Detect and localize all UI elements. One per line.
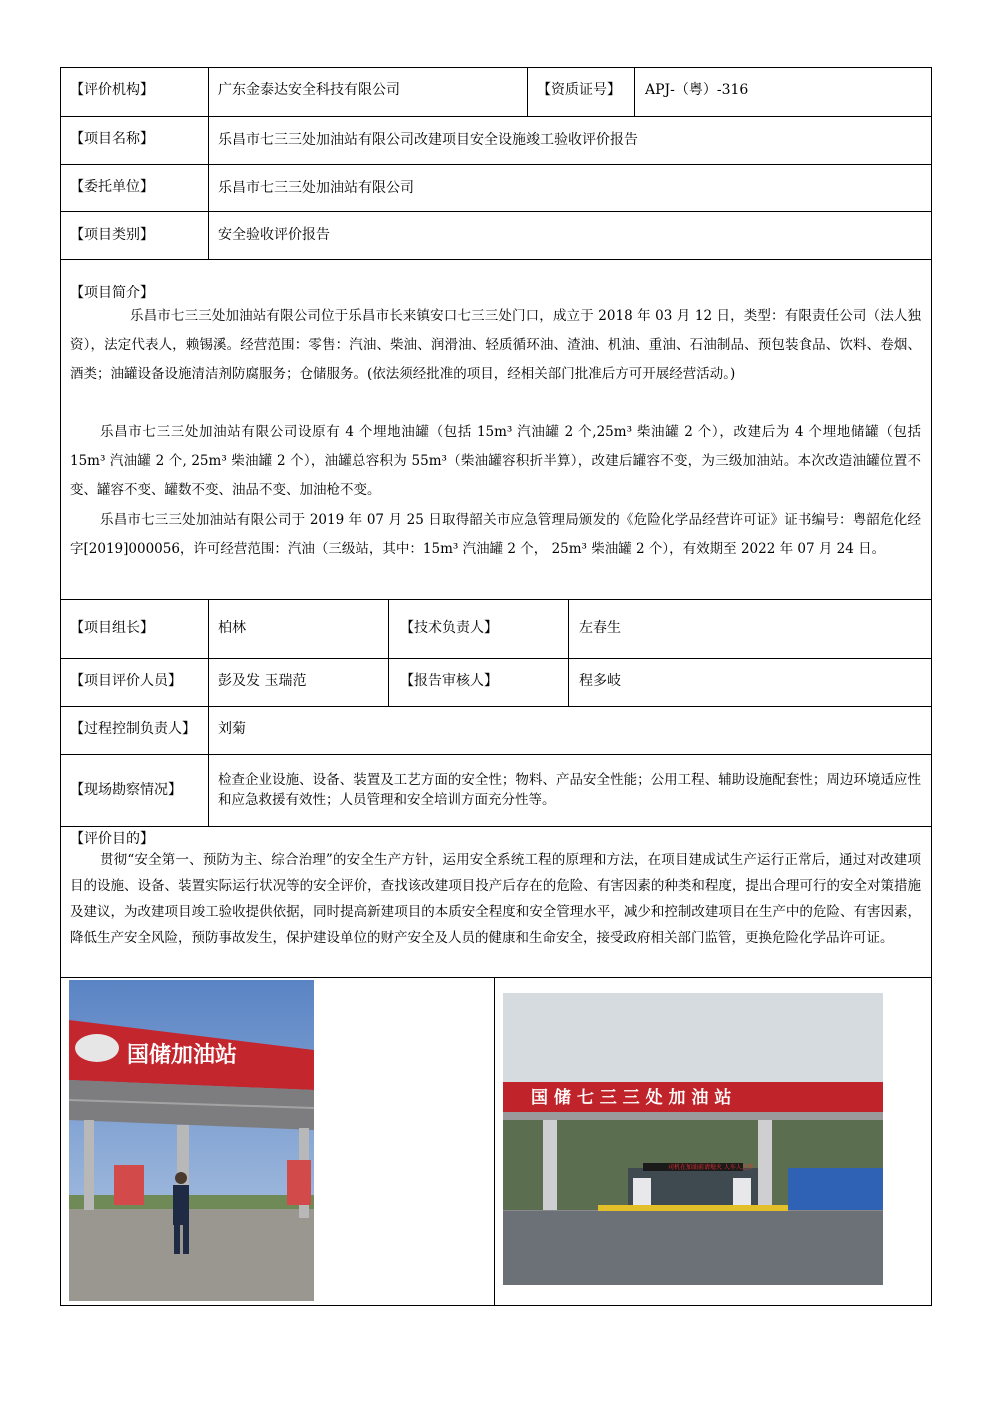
row-divider xyxy=(60,116,932,117)
reviewer-value: 程多岐 xyxy=(579,673,621,689)
row-divider xyxy=(60,826,932,827)
category-value: 安全验收评价报告 xyxy=(218,227,330,243)
staff-label: 【项目评价人员】 xyxy=(70,673,182,689)
left-sign-text: 国储加油站 xyxy=(127,1043,238,1068)
eval-org-value: 广东金泰达安全科技有限公司 xyxy=(218,82,400,98)
intro-label: 【项目简介】 xyxy=(70,285,154,301)
survey-label: 【现场勘察情况】 xyxy=(70,782,182,798)
row-divider xyxy=(60,164,932,165)
col-divider xyxy=(634,67,635,116)
row-divider xyxy=(60,259,932,260)
process-control-value: 刘菊 xyxy=(218,721,246,737)
cert-label: 【资质证号】 xyxy=(537,82,621,98)
staff-value: 彭及发 玉瑞范 xyxy=(218,673,307,689)
survey-value: 检查企业设施、设备、装置及工艺方面的安全性；物料、产品安全性能；公用工程、辅助设施配套性；周边环境适应性和应急救援有效性；人员管理和安全培训方面充分性等。 xyxy=(218,772,921,808)
project-name-value: 乐昌市七三三处加油站有限公司改建项目安全设施竣工验收评价报告 xyxy=(218,132,638,148)
purpose-text: 贯彻“安全第一、预防为主、综合治理”的安全生产方针，运用安全系统工程的原理和方法，在项目建成试生产运行正常后，通过对改建项目的设施、设备、装置实际运行状况等的安全评价，查找该改建项目投产后存在的危险、有害因素的种类和程度，提出合理可行的安全对策措施及建议，为改建项目竣工验收提供依据，同时提高新建项目的本质安全程度和安全管理水平，减少和控制改建项目在生产中的危险、有害因素，降低生产安全风险，预防事故发生，保护建设单位的财产安全及人员的健康和生命安全，接受政府相关部门监管，更换危险化学品许可证。 xyxy=(70,852,921,946)
col-divider xyxy=(208,67,209,259)
leader-label: 【项目组长】 xyxy=(70,620,154,636)
led-banner-text: 司机在加油前请熄火 人车人之外 xyxy=(668,1164,754,1171)
col-divider xyxy=(208,599,209,826)
intro-paragraph-2: 乐昌市七三三处加油站有限公司设原有 4 个埋地油罐（包括 15m³ 汽油罐 2 个,25m³ 柴油罐 2 个），改建后为 4 个埋地储罐（包括 15m³ 汽油罐 2 个, 25m³ 柴油罐 2 个），油罐总容积为 55m³（柴油罐容积折半算），改建后罐容不变，为三级加油站。本次改造油罐位置不变、罐容不变、罐数不变、油品不变、加油枪不变。 xyxy=(70,424,921,498)
process-control-label: 【过程控制负责人】 xyxy=(70,721,196,737)
intro-paragraph-3: 乐昌市七三三处加油站有限公司于 2019 年 07 月 25 日取得韶关市应急管理局颁发的《危险化学品经营许可证》证书编号：粤韶危化经字[2019]000056，许可经营范围：汽油（三级站，其中：15m³ 汽油罐 2 个， 25m³ 柴油罐 2 个），有效期至 2022 年 07 月 24 日。 xyxy=(70,512,921,557)
col-divider xyxy=(527,67,528,116)
row-divider xyxy=(60,977,932,978)
photo-gas-station-with-person xyxy=(69,980,314,1301)
cert-value: APJ-（粤）-316 xyxy=(645,82,749,98)
row-divider xyxy=(60,706,932,707)
client-value: 乐昌市七三三处加油站有限公司 xyxy=(218,180,414,196)
reviewer-label: 【报告审核人】 xyxy=(400,673,498,689)
right-sign-text: 国 储 七 三 三 处 加 油 站 xyxy=(531,1088,732,1108)
col-divider xyxy=(494,977,495,1306)
row-divider xyxy=(60,754,932,755)
project-name-label: 【项目名称】 xyxy=(70,131,154,147)
category-label: 【项目类别】 xyxy=(70,227,154,243)
eval-org-label: 【评价机构】 xyxy=(70,82,154,98)
row-divider xyxy=(60,211,932,212)
client-label: 【委托单位】 xyxy=(70,179,154,195)
purpose-label: 【评价目的】 xyxy=(70,831,154,847)
col-divider xyxy=(388,599,389,706)
tech-lead-label: 【技术负责人】 xyxy=(400,620,498,636)
intro-paragraph-1: 乐昌市七三三处加油站有限公司位于乐昌市长来镇安口七三三处门口，成立于 2018 年 03 月 12 日，类型：有限责任公司（法人独资），法定代表人，赖锡溪。经营范围：零售：汽油、柴油、润滑油、轻质循环油、渣油、机油、重油、石油制品、预包装食品、饮料、卷烟、酒类；油罐设备设施清洁剂防腐服务；仓储服务。(依法须经批准的项目，经相关部门批准后方可开展经营活动。) xyxy=(70,308,921,382)
row-divider xyxy=(60,658,932,659)
leader-value: 柏林 xyxy=(218,620,246,636)
photo-gas-station-canopy xyxy=(503,993,883,1285)
tech-lead-value: 左春生 xyxy=(579,620,621,636)
row-divider xyxy=(60,599,932,600)
col-divider xyxy=(568,599,569,706)
